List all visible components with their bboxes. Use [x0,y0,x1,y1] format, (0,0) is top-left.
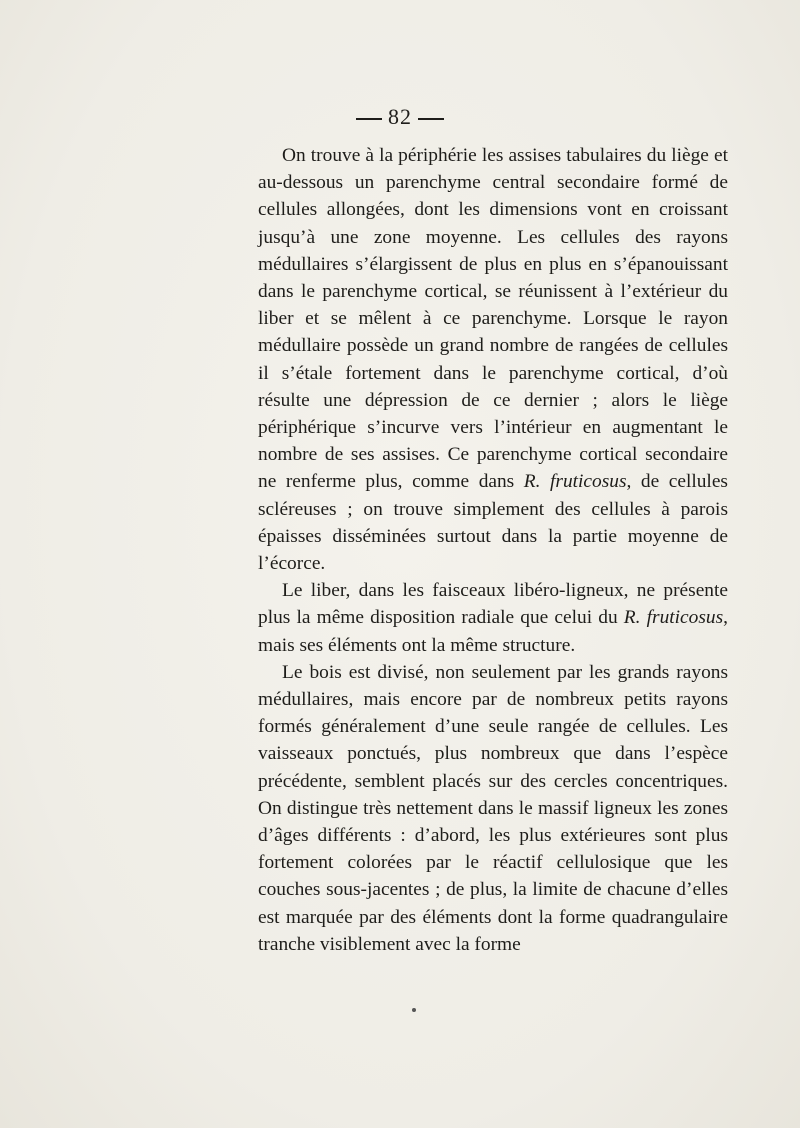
right-dash [418,118,444,120]
page-number-text: 82 [388,104,412,129]
paragraph-1 [258,142,728,577]
species-name-italic: R. fruticosus [623,607,724,629]
body-text [258,142,728,958]
page-number [0,104,800,130]
ink-speck [412,1008,416,1012]
paragraph-1-text-b: , de cellules scléreuses ; on trouve simplement des cellules à parois épaisses disséminées surtout dans la partie moyenne de l’écorce. [258,471,728,575]
paragraph-3 [258,659,728,958]
species-name-italic: R. fruticosus [523,471,627,493]
paragraph-2 [258,577,728,659]
paragraph-1-text-a: On trouve à la périphérie les assises tabulaires du liège et au-dessous un parenchyme central secondaire formé de cellules allongées, dont les dimensions vont en croissant jusqu’à une zone moyenne. Les cellules des rayons médullaires s’élargissent de plus en plus en s’épanouissant dans le parenchyme cortical, se réunissent à l’extérieur du liber et se mêlent à ce parenchyme. Lorsque le rayon médullaire possède un grand nombre de rangées de cellules il s’étale fortement dans le parenchyme cortical, d’où résulte une dépression de ce dernier ; alors le liège périphérique s’incurve vers l’intérieur en augmentant le nombre de ses assises. Ce parenchyme cortical secondaire ne renferme plus, comme dans [258,145,728,493]
left-dash [356,118,382,120]
paragraph-2-text-a: Le liber, dans les faisceaux libéro-ligneux, ne présente plus la même disposition radiale que celui du [258,580,728,629]
paragraph-2-text-b: , mais ses éléments ont la même structure. [258,607,728,656]
paragraph-3-text: Le bois est divisé, non seulement par les grands rayons médullaires, mais encore par de nombreux petits rayons formés généralement d’une seule rangée de cellules. Les vaisseaux ponctués, plus nombreux que dans l’espèce précédente, semblent placés sur des cercles concentriques. On distingue très nettement dans le massif ligneux les zones d’âges différents : d’abord, les plus extérieures sont plus fortement colorées par le réactif cellulosique que les couches sous-jacentes ; de plus, la limite de chacune d’elles est marquée par des éléments dont la forme quadrangulaire tranche visiblement avec la forme [258,661,728,955]
